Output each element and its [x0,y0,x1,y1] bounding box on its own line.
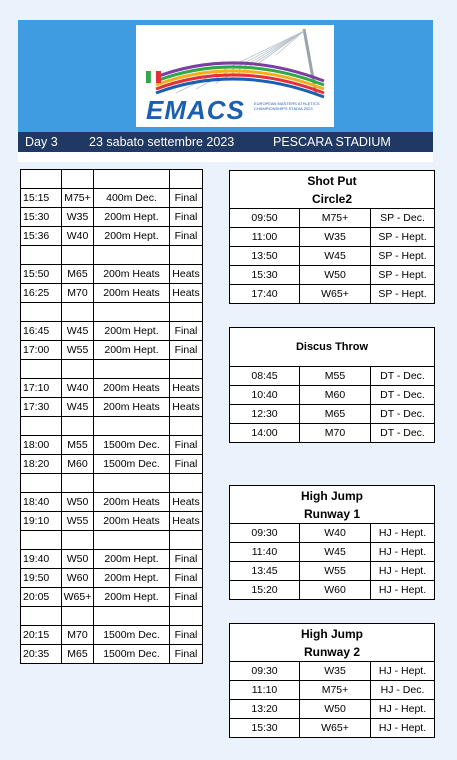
cell-event: SP - Hept. [371,285,435,304]
cell-time: 13:50 [230,247,300,266]
cell-cat: M65 [62,265,94,284]
high-jump-2-row [230,662,435,681]
cell-event: 1500m Dec. [94,436,170,455]
logo-wordmark: EMACS [146,95,245,125]
cell-round [170,474,203,493]
cell-time: 18:00 [21,436,62,455]
high-jump-2-row [230,681,435,700]
cell-time: 11:10 [230,681,300,700]
cell-round: Final [170,569,203,588]
cell-event: 200m Hept. [94,322,170,341]
high-jump-1-row [230,562,435,581]
cell-round: Final [170,208,203,227]
cell-event: HJ - Hept. [371,581,435,600]
cell-cat: W55 [300,562,371,581]
cell-cat: W55 [62,512,94,531]
high-jump-2-table [229,623,435,738]
cell-round [170,303,203,322]
cell-time: 17:10 [21,379,62,398]
cell-time: 15:15 [21,189,62,208]
cell-cat: M60 [62,455,94,474]
cell-event: 200m Heats [94,379,170,398]
cell-time: 09:50 [230,209,300,228]
cell-event: HJ - Hept. [371,662,435,681]
cell-time: 20:35 [21,645,62,664]
shot-put-row [230,266,435,285]
cell-round: Final [170,626,203,645]
cell-time: 15:20 [230,581,300,600]
cell-cat: W45 [62,322,94,341]
cell-cat: W40 [62,379,94,398]
logo-area [18,20,433,132]
cell-event: 1500m Dec. [94,645,170,664]
cell-round [170,417,203,436]
header-banner [18,20,433,152]
cell-time: 09:30 [230,524,300,543]
schedule-row [21,303,203,322]
cell-event: SP - Dec. [371,209,435,228]
schedule-row [21,246,203,265]
schedule-row [21,417,203,436]
cell-time: 19:40 [21,550,62,569]
cell-cat: W50 [300,266,371,285]
cell-time: 13:20 [230,700,300,719]
schedule-row [21,569,203,588]
schedule-row [21,227,203,246]
cell-event: 400m Dec. [94,189,170,208]
high-jump-2-row [230,719,435,738]
cell-time: 15:30 [21,208,62,227]
discus-row [230,386,435,405]
schedule-row [21,455,203,474]
cell-cat: W45 [300,247,371,266]
high-jump-1-table [229,485,435,600]
discus-row [230,367,435,386]
cell-time: 15:30 [230,719,300,738]
cell-time [21,607,62,626]
schedule-row [21,474,203,493]
logo-subtitle: EUROPEAN MASTERS ATHLETICS CHAMPIONSHIPS STADIA 2023 [254,101,320,111]
cell-event: 200m Heats [94,512,170,531]
discus-row [230,405,435,424]
cell-event: 200m Heats [94,284,170,303]
high-jump-2-row [230,700,435,719]
cell-time: 14:00 [230,424,300,443]
cell-cat [62,531,94,550]
shot-put-title: Shot Put [230,171,435,191]
cell-cat: M70 [62,284,94,303]
emacs-logo [136,25,334,127]
cell-time [21,246,62,265]
cell-cat: M75+ [300,681,371,700]
cell-cat: W65+ [300,285,371,304]
shot-put-subtitle: Circle2 [230,190,435,209]
cell-event: HJ - Hept. [371,562,435,581]
cell-time: 20:15 [21,626,62,645]
cell-time: 17:40 [230,285,300,304]
schedule-row [21,645,203,664]
cell-time: 18:20 [21,455,62,474]
cell-time: 12:30 [230,405,300,424]
high-jump-1-row [230,581,435,600]
discus-table [229,327,435,443]
shot-put-row [230,209,435,228]
high-jump-1-row [230,543,435,562]
schedule-row [21,493,203,512]
high-jump-1-title: High Jump [230,486,435,506]
cell-time: 15:50 [21,265,62,284]
cell-event [94,303,170,322]
cell-cat: W50 [300,700,371,719]
schedule-row [21,588,203,607]
cell-event: HJ - Hept. [371,700,435,719]
cell-round [170,246,203,265]
cell-time: 18:40 [21,493,62,512]
cell-cat: W45 [300,543,371,562]
cell-event: 200m Heats [94,265,170,284]
cell-round: Final [170,227,203,246]
cell-round: Heats [170,284,203,303]
cell-time: 13:45 [230,562,300,581]
cell-time: 15:30 [230,266,300,285]
cell-cat: M65 [62,645,94,664]
date-label: 23 sabato settembre 2023 [89,135,235,149]
cell-time: 11:00 [230,228,300,247]
cell-cat: W65+ [62,588,94,607]
cell-event: 1500m Dec. [94,455,170,474]
schedule-row [21,379,203,398]
cell-event: 200m Hept. [94,341,170,360]
cell-cat: M75+ [300,209,371,228]
cell-time: 19:10 [21,512,62,531]
shot-put-row [230,228,435,247]
shot-put-row [230,247,435,266]
cell-time: 20:05 [21,588,62,607]
track-schedule-table [20,169,203,664]
schedule-row [21,398,203,417]
cell-cat: W45 [62,398,94,417]
cell-cat: M60 [300,386,371,405]
schedule-row [21,531,203,550]
cell-time [21,360,62,379]
cell-cat: W60 [62,569,94,588]
cell-cat: W50 [62,493,94,512]
schedule-row [21,550,203,569]
shot-put-row [230,285,435,304]
table-header-row [21,170,203,189]
venue-label: PESCARA STADIUM [273,135,391,149]
high-jump-1-row [230,524,435,543]
cell-cat: M55 [62,436,94,455]
cell-event: HJ - Dec. [371,681,435,700]
cell-cat: W55 [62,341,94,360]
cell-time: 11:40 [230,543,300,562]
cell-event: DT - Dec. [371,405,435,424]
cell-cat [62,360,94,379]
cell-time: 17:00 [21,341,62,360]
info-bar [18,132,433,152]
cell-event: 200m Heats [94,398,170,417]
discus-title: Discus Throw [230,328,435,367]
cell-event [94,360,170,379]
cell-event: 200m Hept. [94,227,170,246]
cell-cat: M65 [300,405,371,424]
cell-time: 19:50 [21,569,62,588]
cell-cat: W40 [62,227,94,246]
cell-time: 17:30 [21,398,62,417]
schedule-row [21,189,203,208]
cell-round: Final [170,455,203,474]
schedule-row [21,208,203,227]
cell-event: SP - Hept. [371,228,435,247]
cell-round: Heats [170,398,203,417]
schedule-row [21,322,203,341]
cell-event: HJ - Hept. [371,524,435,543]
cell-event: 200m Hept. [94,588,170,607]
cell-cat: W65+ [300,719,371,738]
schedule-row [21,284,203,303]
cell-round: Heats [170,512,203,531]
cell-event: DT - Dec. [371,367,435,386]
cell-event: SP - Hept. [371,266,435,285]
cell-event: SP - Hept. [371,247,435,266]
cell-round: Final [170,645,203,664]
cell-event [94,417,170,436]
cell-cat: W35 [300,662,371,681]
cell-cat: W35 [62,208,94,227]
shot-put-table [229,170,435,304]
cell-time: 16:25 [21,284,62,303]
cell-cat: M55 [300,367,371,386]
schedule-row [21,341,203,360]
day-label: Day 3 [25,135,58,149]
cell-event [94,531,170,550]
schedule-row [21,607,203,626]
cell-cat: M75+ [62,189,94,208]
schedule-row [21,360,203,379]
cell-cat: W40 [300,524,371,543]
cell-round: Final [170,341,203,360]
cell-cat: W60 [300,581,371,600]
schedule-row [21,265,203,284]
cell-cat: W50 [62,550,94,569]
cell-time: 16:45 [21,322,62,341]
cell-time [21,303,62,322]
cell-event [94,246,170,265]
schedule-row [21,626,203,645]
discus-row [230,424,435,443]
cell-cat: M70 [300,424,371,443]
cell-event [94,474,170,493]
cell-round [170,531,203,550]
cell-time: 09:30 [230,662,300,681]
schedule-row [21,512,203,531]
cell-round: Heats [170,265,203,284]
cell-event: DT - Dec. [371,386,435,405]
cell-time [21,474,62,493]
cell-time [21,531,62,550]
cell-cat: M70 [62,626,94,645]
cell-round: Final [170,588,203,607]
cell-round: Final [170,189,203,208]
cell-event: HJ - Hept. [371,719,435,738]
cell-round: Final [170,550,203,569]
cell-cat [62,607,94,626]
cell-time: 08:45 [230,367,300,386]
cell-cat [62,474,94,493]
cell-cat [62,303,94,322]
cell-event [94,607,170,626]
cell-time: 15:36 [21,227,62,246]
cell-time: 10:40 [230,386,300,405]
cell-event: 1500m Dec. [94,626,170,645]
separator [18,152,433,162]
cell-time [21,417,62,436]
cell-event: 200m Hept. [94,569,170,588]
high-jump-1-subtitle: Runway 1 [230,505,435,524]
cell-cat [62,246,94,265]
cell-event: HJ - Hept. [371,543,435,562]
cell-cat [62,417,94,436]
schedule-row [21,436,203,455]
cell-round [170,360,203,379]
cell-event: 200m Hept. [94,550,170,569]
cell-round: Final [170,322,203,341]
cell-cat: W35 [300,228,371,247]
cell-event: 200m Heats [94,493,170,512]
cell-round: Final [170,436,203,455]
cell-round: Heats [170,379,203,398]
cell-round: Heats [170,493,203,512]
cell-round [170,607,203,626]
cell-event: DT - Dec. [371,424,435,443]
high-jump-2-title: High Jump [230,624,435,644]
high-jump-2-subtitle: Runway 2 [230,643,435,662]
cell-event: 200m Hept. [94,208,170,227]
